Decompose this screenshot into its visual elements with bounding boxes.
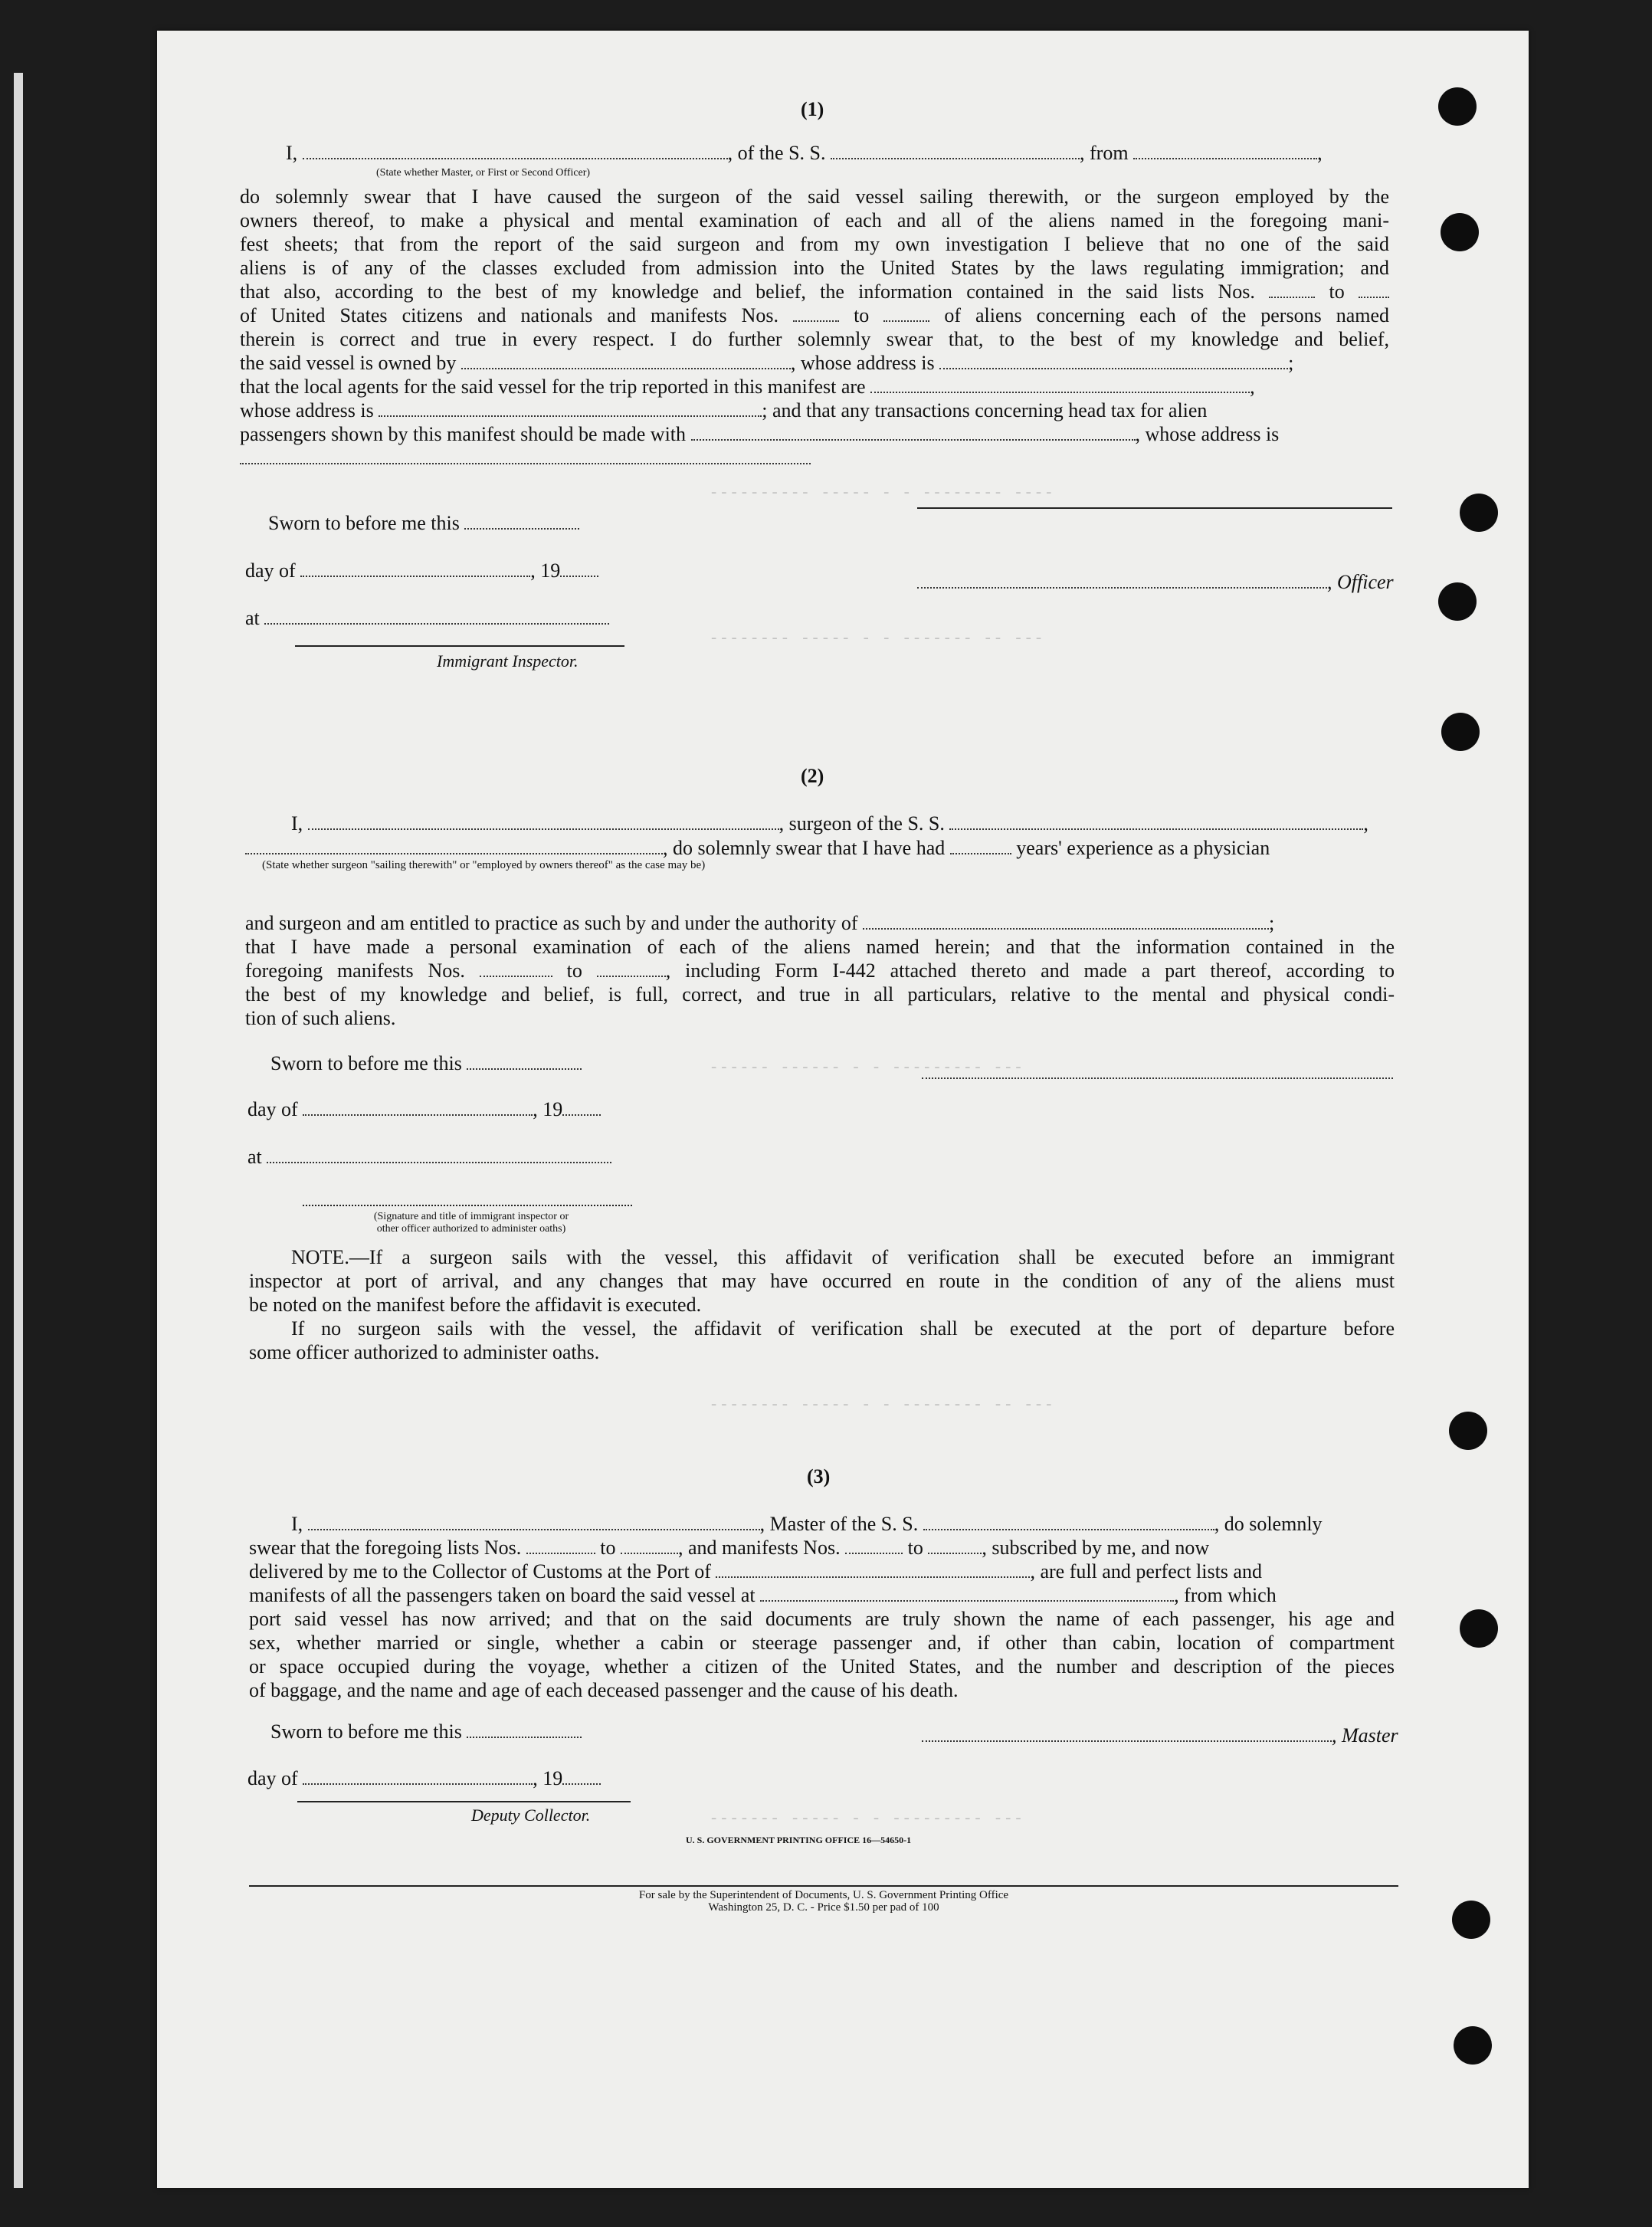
text: at: [247, 1146, 262, 1168]
section-2-line-3: [245, 912, 1395, 935]
text: , 19: [533, 1098, 563, 1120]
blank-local-agents[interactable]: [870, 376, 1250, 393]
blank-years-experience[interactable]: [950, 838, 1011, 854]
blank-sworn-day[interactable]: [464, 513, 579, 530]
blank-owner-address[interactable]: [939, 353, 1288, 369]
blank-sworn-day[interactable]: [467, 1721, 582, 1738]
blank-surgeon-status[interactable]: [245, 838, 663, 854]
blank-port-of-arrival[interactable]: [716, 1561, 1030, 1578]
text: day of: [247, 1767, 298, 1789]
punch-hole: [1460, 1609, 1498, 1648]
section-2-line-6: the best of my knowledge and belief, is full, correct, and true in all particulars, relative to the mental and physical condi-: [245, 983, 1395, 1005]
blank-head-tax-address[interactable]: [240, 448, 811, 464]
section-1-line-11: [240, 399, 1389, 422]
punch-hole: [1449, 1412, 1487, 1450]
section-2-line-2: [245, 837, 1395, 860]
text: , Master of the S. S.: [759, 1513, 919, 1535]
section-2-at: [247, 1146, 611, 1169]
section-1-heading: (1): [801, 98, 824, 120]
section-1-line-6: [240, 280, 1389, 303]
text: to: [1329, 280, 1345, 303]
blank-head-tax-contact[interactable]: [691, 424, 1136, 441]
section-3-line-2: [249, 1537, 1395, 1560]
text: , from: [1080, 142, 1129, 164]
footer-rule: [249, 1885, 1398, 1887]
blank-manifest-from[interactable]: [480, 960, 552, 977]
text: manifests of all the passengers taken on board the said vessel at: [249, 1584, 756, 1606]
text: to: [907, 1537, 923, 1559]
blank-sworn-place[interactable]: [264, 608, 609, 625]
text: that also, according to the best of my knowledge and belief, the information contained in the said lists Nos.: [240, 280, 1255, 303]
section-1-line-12: [240, 423, 1389, 446]
text: Sworn to before me this: [268, 512, 460, 534]
blank-surgeon-name[interactable]: [308, 813, 779, 830]
note-line-2: inspector at port of arrival, and any changes that may have occurred en route in the condition of any of the aliens must: [249, 1270, 1395, 1292]
blank-sworn-year[interactable]: [562, 1099, 601, 1116]
blank-departure-port[interactable]: [1133, 143, 1317, 159]
punch-hole: [1452, 1901, 1490, 1939]
bleed-through-text: ------ ------ - - --------- ---: [709, 1058, 1024, 1077]
blank-manifest-from[interactable]: [793, 305, 839, 322]
text: I,: [291, 1513, 303, 1535]
blank-sworn-month[interactable]: [303, 1768, 533, 1785]
text: Sworn to before me this: [270, 1052, 462, 1074]
text: , do solemnly swear that I have had: [663, 837, 946, 859]
text: Sworn to before me this: [270, 1720, 462, 1743]
text: at: [245, 607, 260, 629]
text: to: [854, 304, 870, 326]
blank-sworn-month[interactable]: [300, 560, 530, 577]
blank-sworn-place[interactable]: [267, 1146, 611, 1163]
punch-hole: [1460, 494, 1498, 532]
blank-port-of-embarkation[interactable]: [760, 1585, 1174, 1602]
printing-office-imprint: U. S. GOVERNMENT PRINTING OFFICE 16—54650-1: [686, 1835, 912, 1845]
text: , whose address is: [790, 352, 935, 374]
text: ;: [1288, 352, 1294, 374]
deputy-label: Deputy Collector.: [471, 1806, 591, 1825]
officer-label: , Officer: [1327, 571, 1394, 593]
section-2-heading: (2): [801, 765, 824, 787]
section-2-sworn: [270, 1052, 582, 1075]
surgeon-signature: [922, 1061, 1393, 1084]
surgeon-caption: (State whether surgeon "sailing therewith" or "employed by owners thereof" as the case may be): [262, 859, 706, 871]
section-3-day-of: [247, 1767, 601, 1790]
blank-manifest-to[interactable]: [597, 960, 666, 977]
section-1-line-9: [240, 352, 1389, 375]
text: years' experience as a physician: [1016, 837, 1270, 859]
blank-vessel-owner[interactable]: [461, 353, 791, 369]
section-3-line-4: [249, 1584, 1395, 1607]
blank-list-to[interactable]: [1359, 281, 1389, 298]
signature-caption-1: (Signature and title of immigrant inspector or: [373, 1211, 569, 1222]
text: of aliens concerning each of the persons named: [944, 304, 1390, 326]
section-1-at: [245, 607, 609, 630]
blank-list-from[interactable]: [526, 1537, 595, 1554]
section-1-line-7: [240, 304, 1389, 327]
text: I,: [286, 142, 298, 164]
section-1-line-13: [240, 447, 811, 470]
text: to: [600, 1537, 616, 1559]
text: ;: [1269, 912, 1275, 934]
text: the said vessel is owned by: [240, 352, 457, 374]
text: ; and that any transactions concerning head tax for alien: [762, 399, 1208, 421]
punch-hole: [1441, 713, 1480, 751]
signature-caption-2: other officer authorized to administer oaths): [376, 1223, 566, 1235]
section-1-line-8: therein is correct and true in every respect. I do further solemnly swear that, to the best of my knowledge and belief,: [240, 328, 1389, 350]
blank-list-to[interactable]: [621, 1537, 678, 1554]
section-3-line-5: port said vessel has now arrived; and that on the said documents are truly shown the name of each passenger, his age and: [249, 1608, 1395, 1630]
officer-caption: (State whether Master, or First or Second Officer): [376, 167, 591, 179]
text: ,: [1363, 812, 1368, 835]
text: to: [566, 959, 582, 982]
section-1-line-5: aliens is of any of the classes excluded from admission into the United States by the laws regulating immigration; and: [240, 257, 1389, 279]
blank-surgeon-vessel[interactable]: [949, 813, 1363, 830]
affidavit-form-page: [157, 31, 1529, 2188]
blank-officer-signature[interactable]: [917, 572, 1327, 589]
section-3-line-7: or space occupied during the voyage, whether a citizen of the United States, and the number and description of the pieces: [249, 1655, 1395, 1678]
note-line-4: If no surgeon sails with the vessel, the affidavit of verification shall be executed at the port of departure before: [291, 1317, 1395, 1340]
section-2-day-of: [247, 1098, 601, 1121]
bleed-through-text: -------- ----- - - -------- -- ---: [709, 1395, 1054, 1414]
blank-master-vessel[interactable]: [923, 1514, 1214, 1530]
signature-line-inspector: [295, 645, 624, 647]
note-line-3: be noted on the manifest before the affidavit is executed.: [249, 1294, 702, 1316]
section-3-sworn: [270, 1720, 582, 1743]
text: , 19: [530, 559, 561, 582]
section-3-line-6: sex, whether married or single, whether a cabin or steerage passenger and, if other than cabin, location of compartment: [249, 1632, 1395, 1654]
punch-hole: [1438, 87, 1477, 126]
text: whose address is: [240, 399, 374, 421]
text: and surgeon and am entitled to practice as such by and under the authority of: [245, 912, 858, 934]
blank-master-name[interactable]: [308, 1514, 760, 1530]
blank-manifest-from[interactable]: [845, 1537, 903, 1554]
signature-line-officer-1: [917, 507, 1392, 509]
text: day of: [245, 559, 296, 582]
text: , do solemnly: [1214, 1513, 1323, 1535]
blank-master-signature[interactable]: [922, 1725, 1332, 1742]
text: ,: [1250, 376, 1255, 398]
blank-surgeon-signature[interactable]: [922, 1062, 1393, 1079]
officer-signature: [917, 571, 1394, 594]
bleed-through-text: ---------- ----- - - -------- ----: [709, 483, 1054, 502]
blank-sworn-day[interactable]: [467, 1053, 582, 1070]
blank-list-from[interactable]: [1269, 281, 1315, 298]
blank-manifest-to[interactable]: [883, 305, 929, 322]
section-2-line-4: that I have made a personal examination of each of the aliens named herein; and that the information contained in the: [245, 936, 1395, 958]
text: , from which: [1174, 1584, 1277, 1606]
note-line-1: NOTE.—If a surgeon sails with the vessel, this affidavit of verification shall be executed before an immigrant: [291, 1246, 1395, 1268]
blank-sworn-year[interactable]: [562, 1768, 601, 1785]
text: delivered by me to the Collector of Customs at the Port of: [249, 1560, 711, 1583]
text: , are full and perfect lists and: [1030, 1560, 1262, 1583]
text: , whose address is: [1135, 423, 1280, 445]
text: that the local agents for the said vessel for the trip reported in this manifest are: [240, 376, 866, 398]
punch-hole: [1454, 2026, 1492, 2065]
master-signature: [922, 1724, 1398, 1747]
signature-line-examiner: [303, 1205, 632, 1206]
section-3-line-3: [249, 1560, 1395, 1583]
punch-hole: [1441, 213, 1479, 251]
text: , subscribed by me, and now: [982, 1537, 1210, 1559]
text: I,: [291, 812, 303, 835]
section-3-line-8: of baggage, and the name and age of each deceased passenger and the cause of his death.: [249, 1679, 959, 1701]
inspector-label: Immigrant Inspector.: [437, 651, 579, 671]
blank-agents-address[interactable]: [379, 400, 762, 417]
section-1-sworn: [268, 512, 579, 535]
text: , of the S. S.: [727, 142, 826, 164]
blank-officer-name[interactable]: [303, 143, 728, 159]
text: day of: [247, 1098, 298, 1120]
section-2-line-5: [245, 959, 1395, 982]
section-1-line-4: fest sheets; that from the report of the said surgeon and from my own investigation I believe that no one of the said: [240, 233, 1389, 255]
text: , including Form I-442 attached thereto and made a part thereof, according to: [665, 959, 1395, 982]
text: , 19: [533, 1767, 563, 1789]
punch-hole: [1438, 582, 1477, 621]
master-label: , Master: [1332, 1724, 1398, 1747]
sale-notice-2: Washington 25, D. C. - Price $1.50 per pad of 100: [708, 1901, 939, 1914]
bleed-through-text: ------- ----- - - --------- ---: [709, 1809, 1024, 1828]
blank-sworn-month[interactable]: [303, 1099, 533, 1116]
signature-line-deputy: [297, 1801, 631, 1802]
text: swear that the foregoing lists Nos.: [249, 1537, 522, 1559]
section-3-heading: (3): [807, 1465, 831, 1487]
text: ,: [1317, 142, 1323, 164]
text: foregoing manifests Nos.: [245, 959, 465, 982]
sale-notice-1: For sale by the Superintendent of Documents, U. S. Government Printing Office: [638, 1889, 1009, 1901]
blank-sworn-year[interactable]: [560, 560, 598, 577]
scan-border: [14, 73, 23, 2188]
text: , surgeon of the S. S.: [778, 812, 945, 835]
bleed-through-text: -------- ----- - - ------- -- ---: [709, 628, 1044, 648]
section-1-line-10: [240, 376, 1389, 398]
section-1-line-2: do solemnly swear that I have caused the surgeon of the said vessel sailing therewith, or the surgeon employed by the: [240, 185, 1389, 208]
section-3-line-1: [291, 1513, 1395, 1536]
blank-manifest-to[interactable]: [928, 1537, 982, 1554]
note-line-5: some officer authorized to administer oaths.: [249, 1341, 600, 1363]
section-1-line-3: owners thereof, to make a physical and mental examination of each and all of the aliens named in the foregoing mani-: [240, 209, 1389, 231]
section-1-day-of: [245, 559, 598, 582]
blank-license-authority[interactable]: [863, 913, 1269, 930]
text: , and manifests Nos.: [678, 1537, 841, 1559]
text: of United States citizens and nationals and manifests Nos.: [240, 304, 779, 326]
section-1-line-1: [286, 142, 1389, 165]
blank-vessel-name[interactable]: [831, 143, 1080, 159]
section-2-line-7: tion of such aliens.: [245, 1007, 396, 1029]
section-2-line-1: [291, 812, 1395, 835]
text: passengers shown by this manifest should be made with: [240, 423, 687, 445]
